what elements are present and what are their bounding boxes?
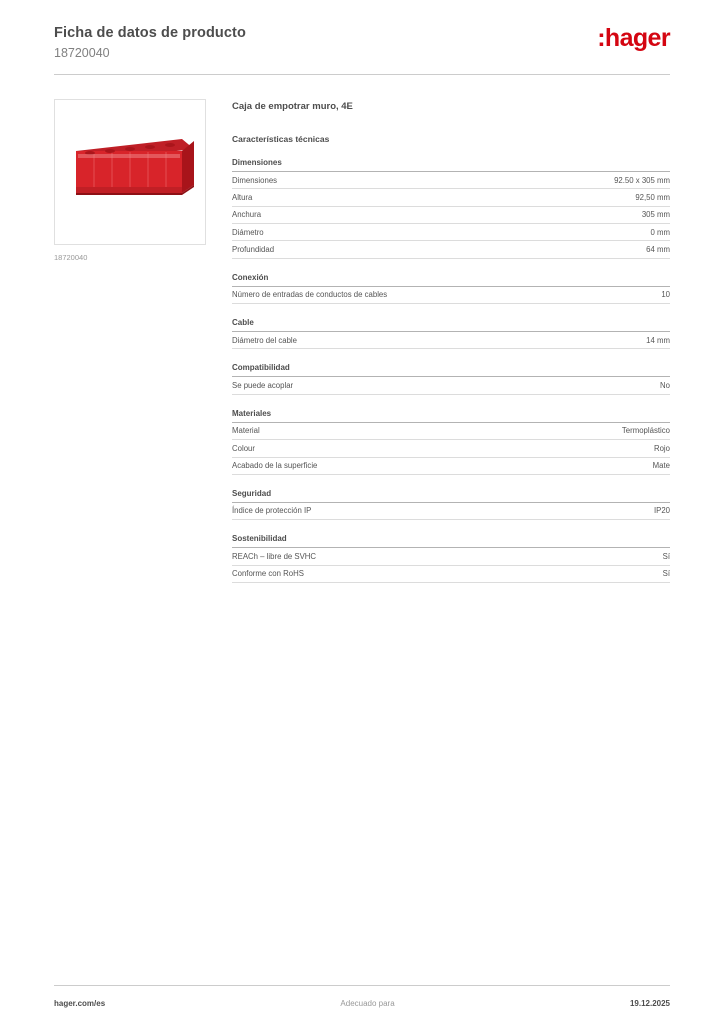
footer-date: 19.12.2025 xyxy=(629,999,670,1008)
spec-value: Mate xyxy=(512,457,670,474)
spec-value: 305 mm xyxy=(427,206,670,223)
spec-label: Se puede acoplar xyxy=(232,377,609,394)
spec-value: Termoplástico xyxy=(512,423,670,440)
spec-label: Altura xyxy=(232,189,427,206)
spec-group-title: Materiales xyxy=(232,409,670,423)
spec-group-title: Sostenibilidad xyxy=(232,534,670,548)
spec-value: No xyxy=(609,377,670,394)
title-block xyxy=(54,22,246,62)
spec-table xyxy=(232,287,670,304)
spec-label: Colour xyxy=(232,440,512,457)
table-row xyxy=(232,287,670,304)
page-header xyxy=(0,0,724,62)
page-body xyxy=(0,75,724,583)
table-row xyxy=(232,440,670,457)
spec-value: 10 xyxy=(647,287,670,304)
spec-group-compatibilidad xyxy=(232,363,670,394)
hager-logo: :hager xyxy=(597,24,670,52)
spec-label: Diámetro xyxy=(232,224,427,241)
spec-label: Diámetro del cable xyxy=(232,332,552,349)
table-row xyxy=(232,565,670,582)
table-row xyxy=(232,172,670,189)
spec-group-sostenibilidad xyxy=(232,534,670,583)
spec-group-title: Seguridad xyxy=(232,489,670,503)
table-row xyxy=(232,457,670,474)
spec-label: Número de entradas de conductos de cables xyxy=(232,287,647,304)
footer-website[interactable]: hager.com/es xyxy=(54,999,106,1008)
page-footer xyxy=(54,999,670,1008)
spec-table xyxy=(232,548,670,583)
spec-label: Índice de protección IP xyxy=(232,503,596,520)
table-row xyxy=(232,377,670,394)
spec-group-cable xyxy=(232,318,670,349)
table-row xyxy=(232,423,670,440)
table-row xyxy=(232,332,670,349)
spec-group-dimensiones xyxy=(232,158,670,259)
product-photo-red-flush-mounting-box xyxy=(60,129,200,215)
product-image-caption: 18720040 xyxy=(54,253,88,263)
spec-table xyxy=(232,503,670,520)
spec-label: REACh – libre de SVHC xyxy=(232,548,635,565)
spec-label: Conforme con RoHS xyxy=(232,565,635,582)
spec-label: Material xyxy=(232,423,512,440)
table-row xyxy=(232,241,670,258)
spec-table xyxy=(232,172,670,259)
spec-group-title: Conexión xyxy=(232,273,670,287)
spec-label: Dimensiones xyxy=(232,172,427,189)
spec-group-title: Compatibilidad xyxy=(232,363,670,377)
product-reference: 18720040 xyxy=(54,45,110,60)
spec-value: Sí xyxy=(635,548,670,565)
spec-label: Acabado de la superficie xyxy=(232,457,512,474)
spec-table xyxy=(232,332,670,349)
spec-value: 14 mm xyxy=(552,332,670,349)
spec-group-title: Cable xyxy=(232,318,670,332)
spec-value: Rojo xyxy=(512,440,670,457)
product-image-column xyxy=(54,99,206,583)
spec-value: 0 mm xyxy=(427,224,670,241)
footer-note: Adecuado para xyxy=(340,999,395,1008)
table-row xyxy=(232,206,670,223)
spec-label: Anchura xyxy=(232,206,427,223)
footer-divider xyxy=(54,985,670,986)
spec-group-seguridad xyxy=(232,489,670,520)
spec-value: IP20 xyxy=(596,503,670,520)
technical-characteristics-heading: Características técnicas xyxy=(232,134,330,145)
spec-group-conexion xyxy=(232,273,670,304)
specs-column xyxy=(232,99,670,583)
page-title: Ficha de datos de producto xyxy=(54,25,246,41)
spec-table xyxy=(232,423,670,475)
spec-group-title: Dimensiones xyxy=(232,158,670,172)
table-row xyxy=(232,189,670,206)
product-name: Caja de empotrar muro, 4E xyxy=(232,101,353,113)
product-image-frame xyxy=(54,99,206,245)
table-row xyxy=(232,224,670,241)
spec-table xyxy=(232,377,670,394)
table-row xyxy=(232,503,670,520)
spec-label: Profundidad xyxy=(232,241,427,258)
spec-value: Sí xyxy=(635,565,670,582)
spec-value: 92,50 mm xyxy=(427,189,670,206)
spec-value: 92.50 x 305 mm xyxy=(427,172,670,189)
table-row xyxy=(232,548,670,565)
spec-value: 64 mm xyxy=(427,241,670,258)
spec-group-materiales xyxy=(232,409,670,475)
